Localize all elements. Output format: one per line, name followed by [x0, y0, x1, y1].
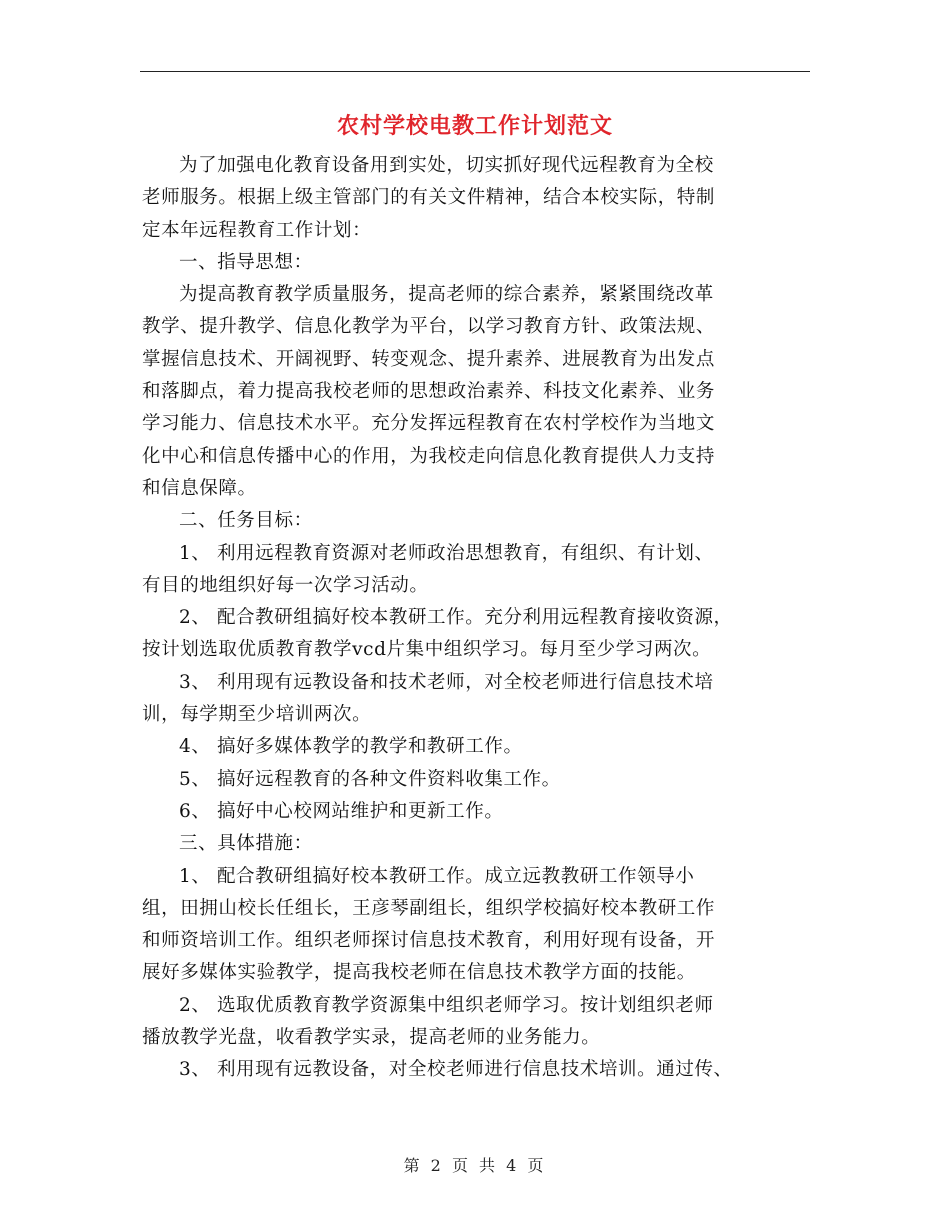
paragraph-line: 一、指导思想： [179, 251, 313, 273]
paragraph [142, 1054, 812, 1086]
header-rule [140, 71, 810, 72]
paragraph-line: 1、 配合教研组搞好校本教研工作。成立远教教研工作领导小 [179, 865, 695, 887]
paragraph [142, 796, 812, 828]
paragraph-line: 和师资培训工作。组织老师探讨信息技术教育，利用好现有设备，开 [142, 930, 716, 952]
paragraph [142, 247, 812, 279]
paragraph-line: 掌握信息技术、开阔视野、转变观念、提升素养、进展教育为出发点 [142, 348, 716, 370]
paragraph-line: 三、具体措施： [179, 833, 313, 855]
document-title: 农村学校电教工作计划范文 [336, 113, 613, 139]
paragraph-line: 训，每学期至少培训两次。 [142, 704, 372, 726]
paragraph [142, 861, 812, 990]
paragraph-line: 和信息保障。 [142, 477, 257, 499]
paragraph-line: 为提高教育教学质量服务，提高老师的综合素养，紧紧围绕改革 [179, 284, 714, 306]
paragraph [142, 505, 812, 537]
paragraph [142, 828, 812, 860]
paragraph-line: 播放教学光盘，收看教学实录，提高老师的业务能力。 [142, 1027, 601, 1049]
paragraph-line: 有目的地组织好每一次学习活动。 [142, 574, 429, 596]
paragraph-line: 学习能力、信息技术水平。充分发挥远程教育在农村学校作为当地文 [142, 413, 716, 435]
document-body [142, 150, 812, 1087]
paragraph-line: 3、 利用现有远教设备和技术老师，对全校老师进行信息技术培 [179, 671, 714, 693]
paragraph [142, 150, 812, 247]
paragraph-line: 2、 配合教研组搞好校本教研工作。充分利用远程教育接收资源， [179, 607, 733, 629]
paragraph [142, 990, 812, 1055]
paragraph-line: 4、 搞好多媒体教学的教学和教研工作。 [179, 736, 523, 758]
paragraph-line: 展好多媒体实验教学，提高我校老师在信息技术教学方面的技能。 [142, 962, 696, 984]
paragraph-line: 教学、提升教学、信息化教学为平台，以学习教育方针、政策法规、 [142, 316, 716, 338]
paragraph-line: 5、 搞好远程教育的各种文件资料收集工作。 [179, 768, 561, 790]
paragraph-line: 组，田拥山校长任组长，王彦琴副组长，组织学校搞好校本教研工作 [142, 897, 716, 919]
paragraph-line: 为了加强电化教育设备用到实处，切实抓好现代远程教育为全校 [179, 155, 714, 176]
paragraph [142, 538, 812, 603]
paragraph [142, 731, 812, 763]
paragraph-line: 二、任务目标： [179, 510, 313, 532]
paragraph-line: 6、 搞好中心校网站维护和更新工作。 [179, 800, 504, 822]
page-footer: 第 2 页 共 4 页 [403, 1156, 547, 1175]
paragraph-line: 3、 利用现有远教设备，对全校老师进行信息技术培训。通过传、 [179, 1059, 733, 1081]
paragraph-line: 1、 利用远程教育资源对老师政治思想教育，有组织、有计划、 [179, 542, 714, 564]
paragraph-line: 2、 选取优质教育教学资源集中组织老师学习。按计划组织老师 [179, 994, 714, 1016]
paragraph-line: 定本年远程教育工作计划： [142, 219, 372, 241]
paragraph [142, 602, 812, 667]
paragraph-line: 老师服务。根据上级主管部门的有关文件精神，结合本校实际，特制 [142, 187, 716, 209]
paragraph-line: 和落脚点，着力提高我校老师的思想政治素养、科技文化素养、业务 [142, 381, 716, 403]
paragraph [142, 279, 812, 505]
paragraph-line: 化中心和信息传播中心的作用，为我校走向信息化教育提供人力支持 [142, 445, 716, 467]
paragraph [142, 667, 812, 732]
paragraph-line: 按计划选取优质教育教学vcd片集中组织学习。每月至少学习两次。 [142, 639, 712, 661]
paragraph [142, 764, 812, 796]
